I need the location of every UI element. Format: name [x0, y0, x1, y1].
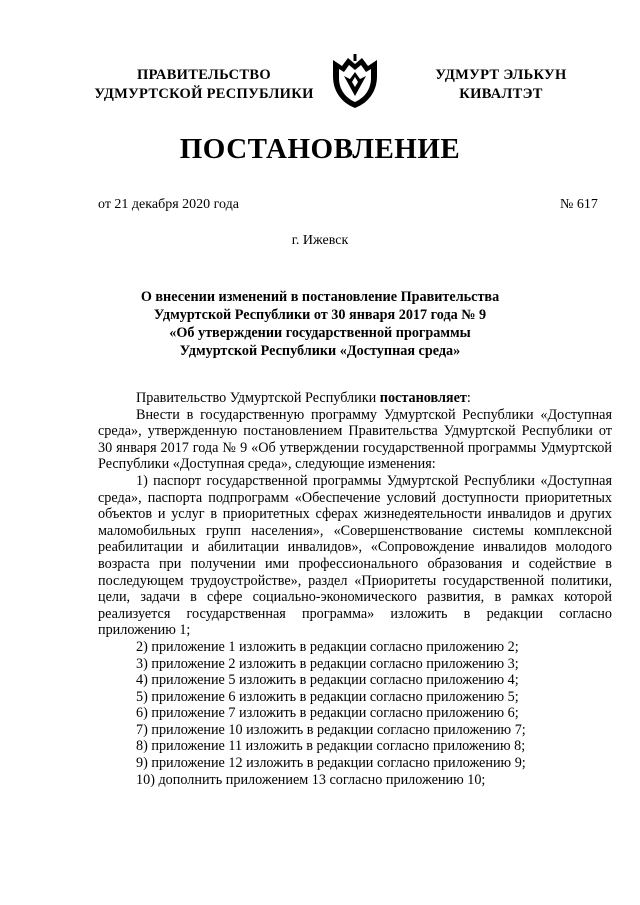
subject-line: О внесении изменений в постановление Правительства	[140, 289, 500, 305]
paragraph-1: Внести в государственную программу Удмуртской Республики «Доступная среда», утвержденную постановлением Правительства Удмуртской Республики от 30 января 2017 года № 9 «Об утверждении государственной программы Удмуртской Республики «Доступная среда», следующие изменения:	[98, 406, 612, 473]
subject-line: Удмуртской Республики от 30 января 2017 года № 9	[153, 307, 487, 323]
document-title: ПОСТАНОВЛЕНИЕ	[179, 133, 461, 165]
header-right-line1: УДМУРТ ЭЛЬКУН	[435, 67, 567, 83]
subject-line: Удмуртской Республики «Доступная среда»	[179, 343, 461, 359]
list-item: 7) приложение 10 изложить в редакции согласно приложению 7;	[136, 721, 526, 738]
document-number: № 617	[560, 197, 598, 212]
list-item: 3) приложение 2 изложить в редакции согласно приложению 3;	[136, 655, 519, 672]
document-date: от 21 декабря 2020 года	[98, 197, 239, 212]
list-item: 2) приложение 1 изложить в редакции согласно приложению 2;	[136, 638, 519, 655]
intro-paragraph	[98, 390, 612, 407]
intro-text: Правительство Удмуртской Республики	[136, 390, 380, 406]
document-subject	[120, 288, 520, 360]
document-city: г. Ижевск	[291, 233, 349, 248]
header-left-line2: УДМУРТСКОЙ РЕСПУБЛИКИ	[94, 86, 314, 102]
list-item: 6) приложение 7 изложить в редакции согласно приложению 6;	[136, 705, 519, 722]
list-item: 4) приложение 5 изложить в редакции согласно приложению 4;	[136, 672, 519, 689]
list-item: 10) дополнить приложением 13 согласно приложению 10;	[136, 771, 486, 788]
intro-colon: :	[466, 390, 471, 406]
subject-line: «Об утверждении государственной программы	[169, 325, 471, 341]
list-item: 8) приложение 11 изложить в редакции согласно приложению 8;	[136, 738, 526, 755]
list-item: 9) приложение 12 изложить в редакции согласно приложению 9;	[136, 755, 526, 772]
header-left-line1: ПРАВИТЕЛЬСТВО	[137, 67, 271, 83]
header-right-line2: КИВАЛТЭТ	[459, 86, 543, 102]
list-item-1: 1) паспорт государственной программы Удмуртской Республики «Доступная среда», паспорта подпрограмм «Обеспечение условий доступности приоритетных объектов и услуг в приоритетных сферах жизнедеятельности инвалидов и других маломобильных групп населения», «Совершенствование системы комплексной реабилитации и абилитации инвалидов», «Сопровождение инвалидов молодого возраста при получении ими профессионального образования и содействие в последующем трудоустройстве», раздел «Приоритеты государственной политики, цели, задачи в сфере социально-экономического развития, в рамках которой реализуется государственная программа» изложить в редакции согласно приложению 1;	[98, 472, 612, 639]
list-item: 5) приложение 6 изложить в редакции согласно приложению 5;	[136, 688, 519, 705]
document-body	[98, 390, 612, 788]
udmurt-coat-of-arms-icon	[330, 52, 380, 110]
header-right	[416, 66, 586, 104]
header-left	[88, 66, 320, 104]
intro-keyword: постановляет	[379, 390, 467, 406]
